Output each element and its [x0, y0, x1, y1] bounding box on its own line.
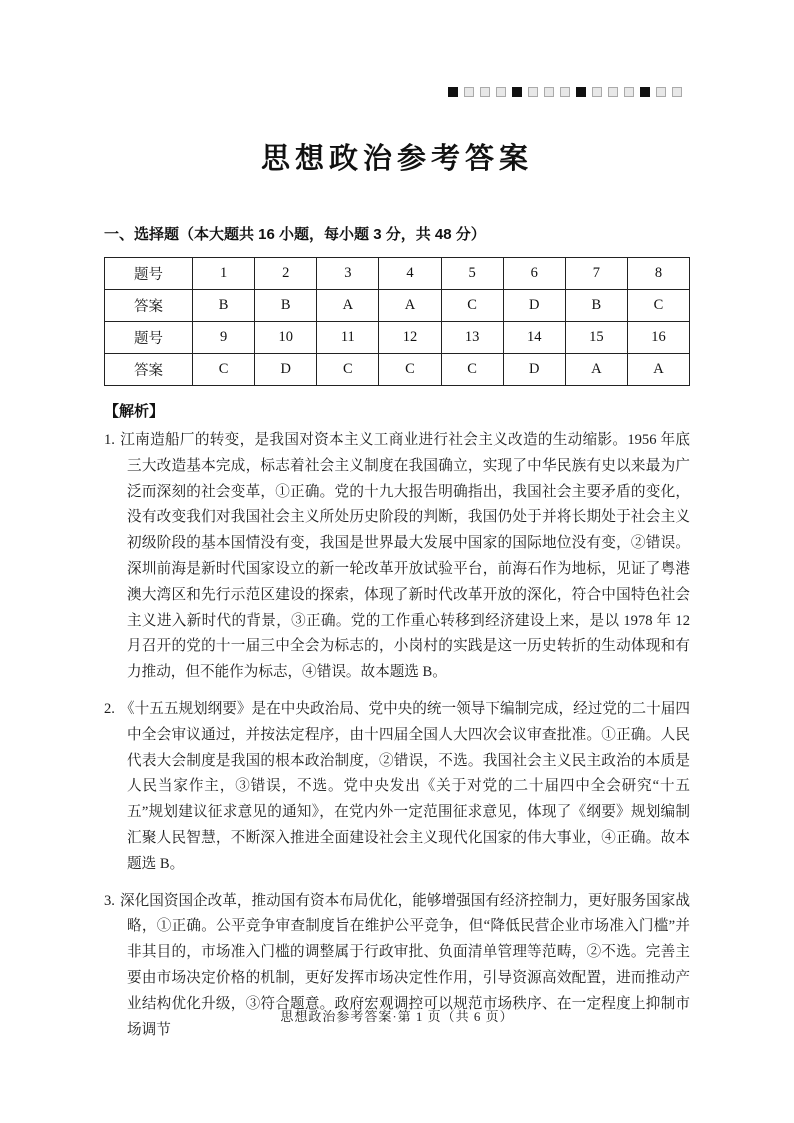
- solution-text: 江南造船厂的转变，是我国对资本主义工商业进行社会主义改造的生动缩影。1956 年底三大改造基本完成，标志着社会主义制度在我国确立，实现了中华民族有史以来最为广泛而深刻的社会变革，①正确。党的十九大报告明确指出，我国社会主要矛盾的变化，没有改变我们对我国社会主义所处历史阶段的判断，我国仍处于并将长期处于社会主义初级阶段的基本国情没有变，我国是世界最大发展中国家的国际地位没有变，②错误。深圳前海是新时代国家设立的新一轮改革开放试验平台，前海石作为地标，见证了粤港澳大湾区和先行示范区建设的探索，体现了新时代改革开放的深化，符合中国特色社会主义进入新时代的背景，③正确。党的工作重心转移到经济建设上来，是以 1978 年 12 月召开的党的十一届三中全会为标志的，小岗村的实践是这一历史转折的生动体现和有力推动，但不能作为标志，④错误。故本题选 B。: [119, 432, 690, 681]
- answer-table-cell: C: [379, 354, 441, 386]
- solution-text: 《十五五规划纲要》是在中央政治局、党中央的统一领导下编制完成，经过党的二十届四中全会审议通过，并按法定程序，由十四届全国人大四次会议审查批准。①正确。人民代表大会制度是我国的根本政治制度，②错误，不选。我国社会主义民主政治的本质是人民当家作主，③错误，不选。党中央发出《关于对党的二十届四中全会研究“十五五”规划建议征求意见的通知》，在党内外一定范围征求意见，体现了《纲要》规划编制汇聚人民智慧，不断深入推进全面建设社会主义现代化国家的伟大事业，④正确。故本题选 B。: [119, 700, 690, 872]
- answer-table-row-label: 答案: [105, 354, 193, 386]
- answer-table-cell: 10: [255, 322, 317, 354]
- answer-table-cell: B: [193, 290, 255, 322]
- page-footer: 思想政治参考答案·第 1 页（共 6 页）: [280, 1009, 514, 1024]
- answer-table-cell: C: [627, 290, 689, 322]
- answer-table-row: [105, 258, 690, 290]
- page-content: [0, 136, 794, 1043]
- dark-square-mark: [448, 87, 458, 97]
- answer-table-cell: C: [317, 354, 379, 386]
- light-square-mark: [544, 87, 554, 97]
- answer-table-cell: 14: [503, 322, 565, 354]
- answer-table-cell: 7: [565, 258, 627, 290]
- light-square-mark: [608, 87, 618, 97]
- answer-table-cell: C: [441, 354, 503, 386]
- solution-number: 2.: [104, 700, 115, 717]
- registration-marks: [448, 87, 682, 97]
- answer-table-row: [105, 322, 690, 354]
- solution-item-1: [104, 428, 690, 686]
- answer-table-row: [105, 290, 690, 322]
- answer-table-cell: 3: [317, 258, 379, 290]
- light-square-mark: [624, 87, 634, 97]
- solution-number: 3.: [104, 892, 115, 909]
- answer-table-cell: 15: [565, 322, 627, 354]
- solution-text: 深化国资国企改革，推动国有资本布局优化，能够增强国有经济控制力，更好服务国家战略，①正确。公平竞争审查制度旨在维护公平竞争，但“降低民营企业市场准入门槛”并非其目的，市场准入门槛的调整属于行政审批、负面清单管理等范畴，②不选。完善主要由市场决定价格的机制，更好发挥市场决定性作用，引导资源高效配置，进而推动产业结构优化升级，③符合题意。政府宏观调控可以规范市场秩序、在一定程度上抑制市场调节: [119, 892, 690, 1038]
- light-square-mark: [528, 87, 538, 97]
- answer-table-cell: 16: [627, 322, 689, 354]
- answer-table-cell: B: [565, 290, 627, 322]
- section-heading: 一、选择题（本大题共 16 小题，每小题 3 分，共 48 分）: [104, 226, 486, 243]
- answer-table-cell: 5: [441, 258, 503, 290]
- answer-table-row: [105, 354, 690, 386]
- answer-table-cell: A: [565, 354, 627, 386]
- solutions-list: [104, 428, 690, 1043]
- answer-table-cell: C: [441, 290, 503, 322]
- answer-table-row-label: 答案: [105, 290, 193, 322]
- light-square-mark: [480, 87, 490, 97]
- answer-table-cell: 1: [193, 258, 255, 290]
- light-square-mark: [464, 87, 474, 97]
- dark-square-mark: [640, 87, 650, 97]
- light-square-mark: [560, 87, 570, 97]
- answer-table-cell: D: [503, 354, 565, 386]
- answer-table-cell: D: [255, 354, 317, 386]
- answer-table-cell: 6: [503, 258, 565, 290]
- answer-table-cell: 9: [193, 322, 255, 354]
- dark-square-mark: [576, 87, 586, 97]
- answer-table-cell: C: [193, 354, 255, 386]
- answer-table-cell: 11: [317, 322, 379, 354]
- answer-table-cell: 2: [255, 258, 317, 290]
- answer-table-cell: 13: [441, 322, 503, 354]
- light-square-mark: [656, 87, 666, 97]
- answer-table-row-label: 题号: [105, 322, 193, 354]
- answer-table-cell: A: [379, 290, 441, 322]
- answer-table: [104, 257, 690, 386]
- answer-table-cell: A: [627, 354, 689, 386]
- answer-table-cell: B: [255, 290, 317, 322]
- light-square-mark: [592, 87, 602, 97]
- solution-number: 1.: [104, 432, 115, 448]
- answer-table-cell: 8: [627, 258, 689, 290]
- light-square-mark: [672, 87, 682, 97]
- analysis-label: 【解析】: [104, 403, 165, 420]
- answer-table-cell: D: [503, 290, 565, 322]
- answer-table-cell: 4: [379, 258, 441, 290]
- dark-square-mark: [512, 87, 522, 97]
- answer-table-cell: 12: [379, 322, 441, 354]
- solution-item-2: [104, 697, 690, 878]
- light-square-mark: [496, 87, 506, 97]
- page-title: 思想政治参考答案: [260, 143, 533, 175]
- answer-table-cell: A: [317, 290, 379, 322]
- answer-table-row-label: 题号: [105, 258, 193, 290]
